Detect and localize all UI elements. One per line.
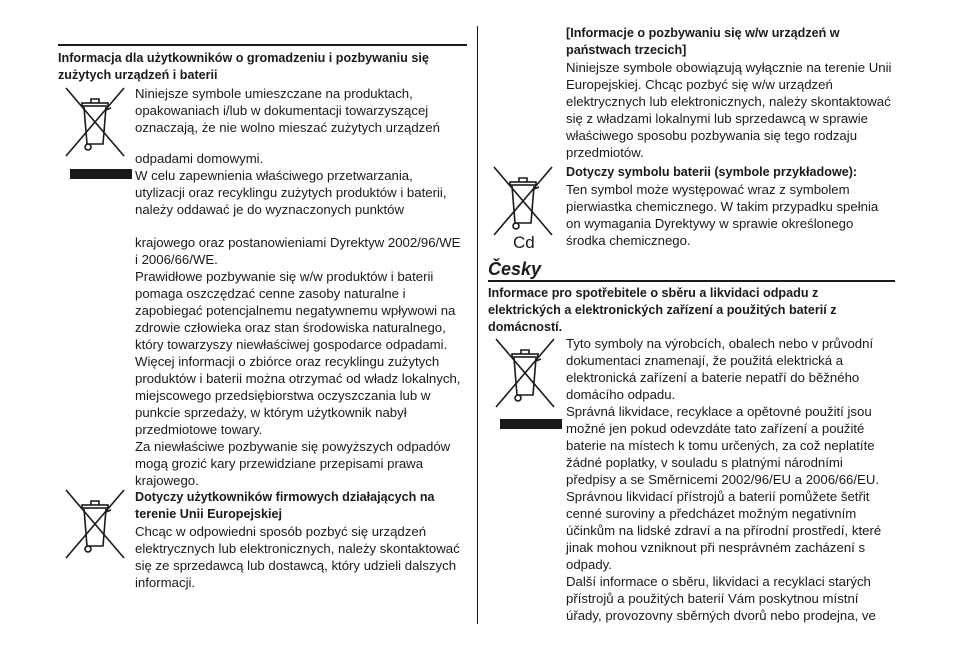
left-heading-line-1: Informacja dla użytkowników o gromadzeniu i pozbywaniu się [58,51,429,65]
cz-line-17: úřady, provozovny sběrných dvorů nebo prodejna, ve [566,608,876,623]
left-block1-line-2: opakowaniach i/lub w dokumentacji towarzyszącej [135,103,429,118]
left-block1-line-1: Niniejsze symbole umieszczane na produktach, [135,86,413,101]
battery-text-line-3: on wymagania Dyrektywy w sprawie określonego [566,216,854,231]
left-block3-line-2: i 2006/66/WE. [135,252,218,267]
section-title: Česky [488,259,542,279]
cz-heading-line-3: domácností. [488,320,563,334]
cz-line-2: dokumentaci znamenají, že použitá elektrická a [566,353,844,368]
crossed-wheelie-bin-icon [494,337,556,409]
left-block3-line-8: Więcej informacji o zbiórce oraz recyklingu zużytych [135,354,440,369]
cz-line-8: žádné poplatky, v souladu s platnými národními [566,455,843,470]
firm-text-line-4: informacji. [135,575,196,590]
left-block3-line-5: zapobiegać potencjalnemu negatywnemu wpływowi na [135,303,456,318]
left-block3-line-11: punkcie sprzedaży, w którym użytkownik nabył [135,405,407,420]
firm-heading-line-2: terenie Unii Europejskiej [135,507,282,521]
left-block3-line-7: który towarzyszy niewłaściwej gospodarce odpadami. [135,337,448,352]
cz-line-13: jinak mohou vzniknout při nesprávném zacházení s [566,540,866,555]
battery-bar-mark [70,169,132,179]
left-block3-line-12: przedmiotowe towary. [135,422,263,437]
left-block3-line-4: pomaga oszczędzać cenne zasoby naturalne i [135,286,406,301]
cz-line-14: odpady. [566,557,612,572]
cz-line-15: Další informace o sběru, likvidaci a recyklaci starých [566,574,871,589]
firm-text-line-3: się ze sprzedawcą lub dostawcą, który udzieli dalszych [135,558,457,573]
cz-line-6: možné jen pokud odevzdáte tato zařízení a použité [566,421,865,436]
battery-bar-mark [500,419,562,429]
third-text-line-2: Europejskiej. Chcąc pozbyć się w/w urządzeń [566,77,833,92]
cz-line-11: cenné suroviny a předcházet možným negativním [566,506,857,521]
third-text-line-5: właściwego sposobu pozbywania się tego rodzaju [566,128,858,143]
crossed-battery-bin-icon [492,165,554,237]
third-text-line-1: Niniejsze symbole obowiązują wyłącznie na terenie Unii [566,60,892,75]
battery-text-line-2: pierwiastka chemicznego. W takim przypadku spełnia [566,199,879,214]
left-block2-line-1: odpadami domowymi. [135,151,264,166]
section-title-rule [488,280,895,282]
left-block3-line-13: Za niewłaściwe pozbywanie się powyższych odpadów [135,439,451,454]
battery-text-line-4: środka chemicznego. [566,233,691,248]
cz-line-7: baterie na místech k tomu určených, za což neplatíte [566,438,875,453]
left-heading-line-2: zużytych urządzeń i baterii [58,68,218,82]
column-divider [477,26,478,624]
left-block3-line-1: krajowego oraz postanowieniami Dyrektyw 2002/96/WE [135,235,461,250]
firm-text-line-1: Chcąc w odpowiedni sposób pozbyć się urządzeń [135,524,427,539]
left-block1-line-3: oznaczają, że nie wolno mieszać zużytych urządzeń [135,120,440,135]
crossed-wheelie-bin-icon [64,86,126,158]
cz-line-1: Tyto symboly na výrobcích, obalech nebo v průvodní [566,336,874,351]
third-text-line-3: elektrycznych lub elektronicznych, należy skontaktować [566,94,891,109]
third-heading-line-1: [Informacje o pozbywaniu się w/w urządzeń w [566,26,840,40]
cz-line-4: domácího odpadu. [566,387,676,402]
cz-line-12: účinkům na lidské zdraví a na přírodní prostředí, které [566,523,882,538]
cz-heading-line-2: elektrických a elektronických zařízení a použitých baterií z [488,303,837,317]
left-block3-line-10: miejscowego przedsiębiorstwa oczyszczania lub w [135,388,431,403]
third-heading-line-2: państwach trzecich] [566,43,687,57]
left-block2-line-2: W celu zapewnienia właściwego przetwarzania, [135,168,413,183]
cz-line-10: Správnou likvidací přístrojů a baterií pomůžete šetřit [566,489,870,504]
cz-line-9: předpisy a se Směrnicemi 2002/96/EU a 2006/66/EU. [566,472,880,487]
left-block3-line-3: Prawidłowe pozbywanie się w/w produktów i baterii [135,269,434,284]
left-block2-line-3: utylizacji oraz recyklingu zużytych produktów i baterii, [135,185,447,200]
left-top-rule [58,44,467,46]
third-text-line-6: przedmiotów. [566,145,644,160]
third-text-line-4: się z władzami lokalnymi lub sprzedawcą w sprawie [566,111,868,126]
firm-text-line-2: elektrycznych lub elektronicznych, należy skontaktować [135,541,460,556]
crossed-wheelie-bin-icon [64,488,126,560]
cd-label: Cd [513,233,535,252]
battery-text-line-1: Ten symbol może występować wraz z symbolem [566,182,850,197]
cz-line-3: elektronická zařízení a baterie nepatří do běžného [566,370,860,385]
firm-heading-line-1: Dotyczy użytkowników firmowych działających na [135,490,435,504]
cz-heading-line-1: Informace pro spotřebitele o sběru a likvidaci odpadu z [488,286,819,300]
battery-heading: Dotyczy symbolu baterii (symbole przykładowe): [566,165,858,179]
cz-line-5: Správná likvidace, recyklace a opětovné použití jsou [566,404,872,419]
cz-line-16: přístrojů a použitých baterií Vám poskytnou místní [566,591,859,606]
left-block3-line-15: krajowego. [135,473,199,488]
left-block3-line-14: mogą grozić kary przewidziane przepisami prawa [135,456,424,471]
left-block2-line-4: należy oddawać je do wyznaczonych punktów [135,202,405,217]
left-block3-line-6: zdrowie człowieka oraz stan środowiska naturalnego, [135,320,446,335]
left-block3-line-9: produktów i baterii można otrzymać od władz lokalnych, [135,371,461,386]
